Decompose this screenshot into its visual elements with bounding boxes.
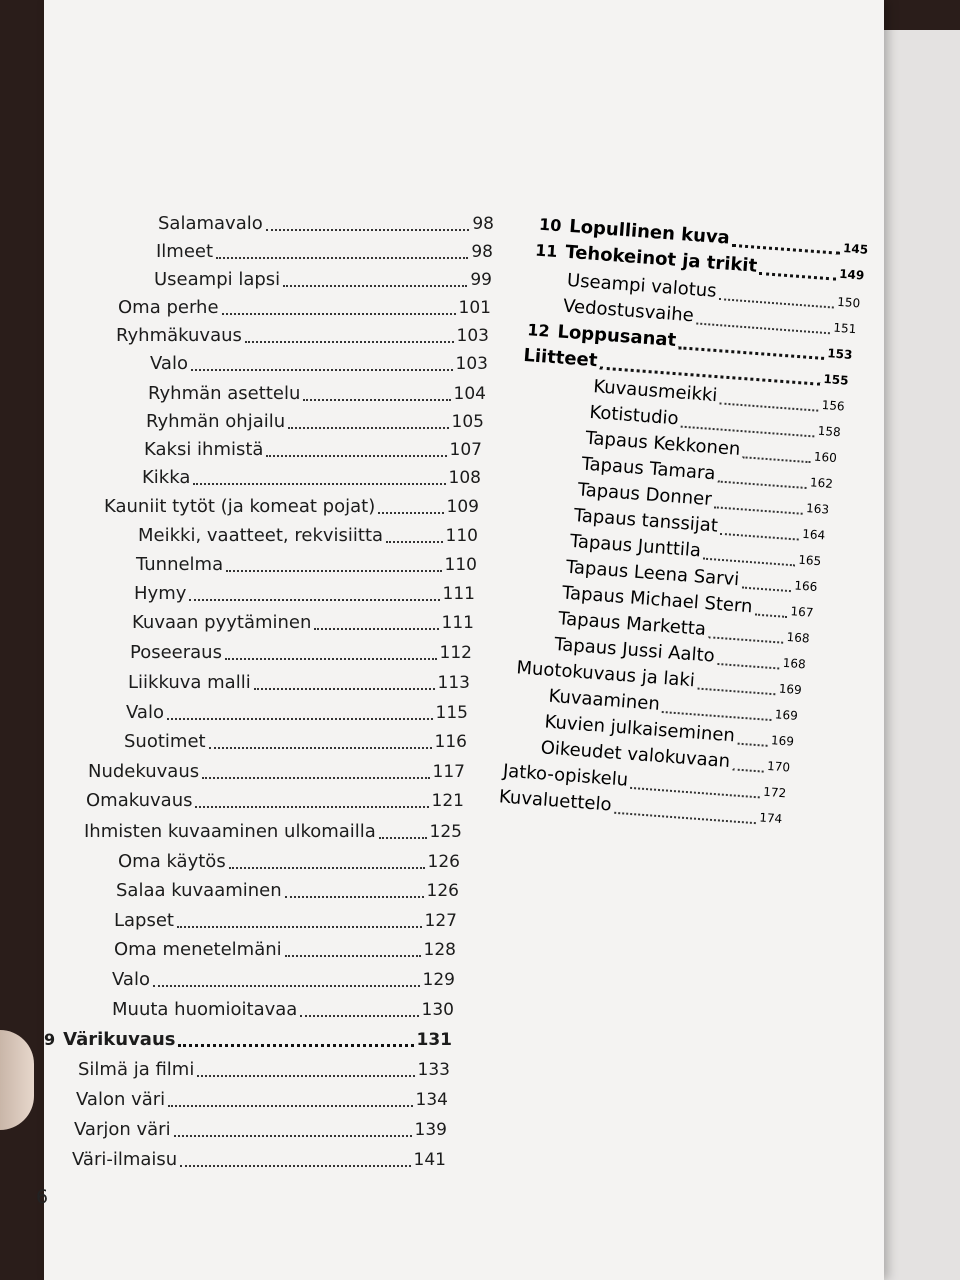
- toc-leader-dots: [177, 926, 422, 928]
- toc-entry: [126, 701, 468, 725]
- toc-entry-page: 115: [435, 703, 468, 723]
- toc-entry-label: Kuvien julkaiseminen: [543, 711, 736, 747]
- toc-entry-label: Suotimet: [124, 731, 206, 752]
- toc-entry-label: Tapaus Marketta: [557, 608, 707, 640]
- toc-leader-dots: [197, 1075, 414, 1077]
- toc-entry-page: 139: [414, 1120, 447, 1140]
- toc-entry-label: Oma perhe: [118, 297, 219, 318]
- toc-entry-label: Muotokuvaus ja laki: [515, 657, 696, 692]
- toc-leader-dots: [283, 285, 467, 287]
- toc-entry-label: Ryhmän asettelu: [148, 383, 301, 404]
- toc-entry-label: Tapaus tanssijat: [573, 505, 719, 537]
- toc-entry: [116, 879, 459, 903]
- toc-entry-label: Tapaus Jussi Aalto: [553, 633, 716, 667]
- toc-entry-page: 107: [449, 440, 482, 460]
- toc-entry-page: 99: [470, 270, 492, 290]
- toc-entry-page: 174: [758, 810, 783, 827]
- toc-entry-label: Valo: [126, 702, 164, 723]
- toc-entry: [132, 611, 474, 635]
- toc-entry: [136, 553, 477, 577]
- toc-entry-page: 169: [778, 681, 803, 698]
- toc-entry-page: 98: [471, 242, 493, 262]
- toc-chapter-number: 9: [44, 1030, 56, 1049]
- toc-entry: [72, 1148, 446, 1172]
- toc-entry: [150, 352, 488, 376]
- toc-entry-label: Omakuvaus: [86, 790, 193, 811]
- toc-entry-page: 149: [838, 266, 865, 283]
- toc-entry-label: Tapaus Junttila: [569, 530, 702, 562]
- toc-entry-page: 170: [766, 758, 791, 775]
- toc-leader-dots: [737, 743, 768, 747]
- toc-entry-page: 169: [774, 707, 799, 723]
- toc-entry-page: 164: [801, 526, 826, 543]
- toc-entry-label: Jatko-opiskelu: [502, 760, 629, 791]
- toc-entry-page: 126: [426, 881, 459, 901]
- toc-entry: [118, 850, 460, 874]
- toc-entry-label: Kikka: [142, 467, 191, 488]
- toc-leader-dots: [216, 257, 468, 259]
- toc-entry-page: 108: [448, 468, 481, 488]
- toc-entry: [156, 240, 493, 264]
- toc-entry-page: 128: [423, 940, 456, 960]
- toc-leader-dots: [168, 1105, 412, 1107]
- toc-chapter-entry: [44, 1028, 452, 1052]
- toc-entry: [128, 671, 470, 695]
- toc-entry-page: 172: [762, 784, 787, 801]
- toc-entry-page: 111: [441, 613, 474, 633]
- toc-entry-page: 168: [782, 655, 807, 672]
- toc-chapter-number: 11: [534, 240, 559, 262]
- toc-leader-dots: [717, 663, 779, 670]
- toc-entry-page: 110: [444, 555, 477, 575]
- toc-leader-dots: [386, 541, 442, 543]
- toc-entry: [124, 730, 467, 754]
- toc-entry-label: Tehokeinot ja trikit: [564, 241, 758, 277]
- toc-entry-label: Silmä ja filmi: [78, 1059, 195, 1080]
- toc-leader-dots: [314, 628, 438, 630]
- toc-entry: [114, 938, 456, 962]
- toc-entry: [144, 438, 482, 462]
- toc-entry: [112, 968, 455, 992]
- toc-leader-dots: [245, 341, 454, 343]
- toc-leader-dots: [266, 229, 470, 231]
- toc-entry-label: Varjon väri: [74, 1119, 171, 1140]
- toc-entry-label: Nudekuvaus: [88, 761, 200, 782]
- toc-entry: [148, 382, 486, 406]
- toc-entry: [138, 524, 478, 548]
- toc-entry-label: Lapset: [114, 910, 174, 931]
- toc-leader-dots: [285, 896, 424, 898]
- toc-entry-label: Salaa kuvaaminen: [116, 880, 282, 901]
- toc-leader-dots: [703, 558, 795, 567]
- toc-entry: [158, 212, 494, 236]
- toc-entry-label: Värikuvaus: [63, 1029, 176, 1050]
- toc-entry-page: 110: [445, 526, 478, 546]
- toc-entry-label: Tapaus Leena Sarvi: [565, 556, 740, 591]
- page-number: 6: [36, 1186, 49, 1208]
- toc-entry-page: 121: [431, 791, 464, 811]
- toc-leader-dots: [174, 1135, 412, 1137]
- toc-entry-label: Kotistudio: [588, 401, 680, 430]
- toc-leader-dots: [743, 456, 811, 463]
- toc-leader-dots: [303, 399, 450, 401]
- toc-entry-label: Tapaus Tamara: [580, 453, 717, 485]
- toc-entry-label: Kuvaaminen: [547, 685, 661, 715]
- toc-entry: [118, 296, 491, 320]
- toc-entry-page: 150: [836, 294, 861, 311]
- toc-entry: [112, 998, 454, 1022]
- toc-entry-label: Liikkuva malli: [128, 672, 251, 693]
- toc-entry: [130, 641, 472, 665]
- toc-leader-dots: [718, 480, 807, 489]
- toc-entry-page: 126: [427, 852, 460, 872]
- toc-leader-dots: [229, 867, 425, 869]
- toc-entry: [74, 1118, 447, 1142]
- toc-leader-dots: [714, 506, 803, 515]
- toc-leader-dots: [732, 768, 763, 772]
- toc-entry-label: Vedostusvaihe: [562, 295, 695, 327]
- toc-entry-label: Tunnelma: [136, 554, 224, 575]
- toc-entry-label: Kuvaan pyytäminen: [132, 612, 312, 633]
- toc-entry-page: 101: [458, 298, 491, 318]
- toc-entry-label: Tapaus Kekkonen: [584, 427, 742, 461]
- toc-entry-label: Valon väri: [76, 1089, 166, 1110]
- toc-entry-label: Ihmisten kuvaaminen ulkomailla: [84, 821, 376, 842]
- toc-leader-dots: [178, 1044, 413, 1047]
- toc-entry: [104, 495, 479, 519]
- toc-entry-label: Poseeraus: [130, 642, 222, 663]
- toc-entry-page: 133: [417, 1060, 450, 1080]
- toc-entry-label: Valo: [150, 353, 188, 374]
- toc-entry-page: 129: [422, 970, 455, 990]
- toc-entry-page: 104: [453, 384, 486, 404]
- toc-entry-page: 160: [813, 449, 838, 466]
- toc-entry: [114, 909, 457, 933]
- toc-entry-page: 168: [786, 629, 811, 646]
- toc-entry: [146, 410, 484, 434]
- toc-entry-page: 105: [451, 412, 484, 432]
- toc-entry-label: Tapaus Donner: [577, 479, 713, 511]
- toc-entry-page: 125: [429, 822, 462, 842]
- toc-entry-page: 103: [456, 326, 489, 346]
- toc-entry: [76, 1088, 448, 1112]
- toc-entry-page: 141: [413, 1150, 446, 1170]
- toc-leader-dots: [195, 806, 428, 808]
- toc-leader-dots: [720, 533, 799, 541]
- toc-entry-label: Oma menetelmäni: [114, 939, 282, 960]
- toc-entry-label: Useampi valotus: [566, 269, 718, 302]
- toc-entry-label: Ilmeet: [156, 241, 214, 262]
- toc-leader-dots: [222, 313, 456, 315]
- toc-chapter-number: 10: [538, 214, 563, 236]
- toc-entry-page: 103: [455, 354, 488, 374]
- toc-entry-page: 167: [790, 604, 814, 620]
- toc-leader-dots: [379, 837, 427, 839]
- toc-entry-label: Kuvaluettelo: [498, 786, 613, 816]
- toc-entry-page: 117: [432, 762, 465, 782]
- toc-entry-label: Liitteet: [522, 344, 599, 372]
- toc-entry-page: 109: [446, 497, 479, 517]
- toc-leader-dots: [378, 512, 443, 514]
- toc-entry-page: 145: [842, 241, 869, 257]
- toc-entry-page: 165: [797, 552, 822, 569]
- toc-entry: [84, 820, 462, 844]
- toc-leader-dots: [189, 599, 439, 601]
- toc-entry: [154, 268, 492, 292]
- toc-entry-page: 153: [826, 346, 853, 362]
- toc-entry-label: Muuta huomioitavaa: [112, 999, 298, 1020]
- toc-entry-page: 127: [424, 911, 457, 931]
- toc-entry-label: Meikki, vaatteet, rekvisiitta: [138, 525, 384, 546]
- toc-entry: [78, 1058, 450, 1082]
- toc-leader-dots: [708, 636, 783, 643]
- toc-entry-label: Salamavalo: [158, 213, 263, 234]
- toc-leader-dots: [742, 587, 792, 593]
- toc-leader-dots: [285, 955, 421, 957]
- toc-leader-dots: [167, 718, 433, 720]
- toc-entry-label: Kuvausmeikki: [592, 376, 719, 407]
- toc-entry: [142, 466, 481, 490]
- toc-leader-dots: [225, 658, 437, 660]
- toc-leader-dots: [254, 688, 435, 690]
- toc-entry-page: 131: [416, 1030, 452, 1050]
- toc-leader-dots: [697, 688, 775, 696]
- toc-entry-label: Loppusanat: [556, 321, 677, 352]
- toc-leader-dots: [209, 747, 432, 749]
- toc-entry-page: 166: [793, 578, 818, 595]
- toc-entry-label: Oma käytös: [118, 851, 226, 872]
- toc-entry-label: Valo: [112, 969, 150, 990]
- toc-leader-dots: [153, 985, 420, 987]
- toc-entry-label: Väri-ilmaisu: [72, 1149, 178, 1170]
- toc-entry-label: Hymy: [134, 583, 187, 604]
- toc-entry-page: 134: [415, 1090, 448, 1110]
- toc-entry: [134, 582, 475, 606]
- toc-entry-page: 155: [822, 371, 850, 388]
- toc-entry: [116, 324, 489, 348]
- toc-leader-dots: [180, 1165, 410, 1167]
- toc-entry: [88, 760, 465, 784]
- toc-entry-page: 158: [817, 423, 842, 440]
- toc-entry-page: 116: [434, 732, 467, 752]
- toc-leader-dots: [191, 369, 453, 371]
- toc-entry-label: Ryhmäkuvaus: [116, 325, 242, 346]
- toc-leader-dots: [759, 272, 835, 281]
- toc-entry-label: Kaksi ihmistä: [144, 439, 264, 460]
- toc-entry-page: 162: [809, 475, 834, 491]
- toc-entry-page: 111: [442, 584, 475, 604]
- toc-entry-page: 163: [805, 501, 830, 517]
- toc-entry-page: 151: [832, 320, 857, 337]
- toc-entry-label: Lopullinen kuva: [568, 215, 731, 249]
- toc-leader-dots: [193, 483, 445, 485]
- toc-entry-page: 98: [472, 214, 494, 234]
- toc-entry-page: 169: [770, 733, 795, 749]
- toc-leader-dots: [266, 455, 446, 457]
- toc-entry-label: Oikeudet valokuvaan: [540, 737, 731, 773]
- toc-entry-page: 113: [437, 673, 470, 693]
- toc-entry-page: 112: [439, 643, 472, 663]
- toc-leader-dots: [755, 614, 787, 618]
- toc-entry-label: Ryhmän ohjailu: [146, 411, 286, 432]
- toc-leader-dots: [720, 402, 819, 411]
- toc-leader-dots: [614, 812, 756, 824]
- toc-entry-label: Useampi lapsi: [154, 269, 281, 290]
- toc-entry: [86, 789, 464, 813]
- toc-entry-label: Tapaus Michael Stern: [561, 582, 754, 618]
- toc-entry-page: 156: [821, 397, 846, 414]
- toc-leader-dots: [288, 427, 448, 429]
- toc-chapter-number: 12: [526, 320, 551, 341]
- toc-leader-dots: [202, 777, 429, 779]
- toc-leader-dots: [300, 1015, 418, 1017]
- toc-entry-label: Kauniit tytöt (ja komeat pojat): [104, 496, 376, 517]
- toc-right-column: [482, 212, 909, 898]
- toc-entry-page: 130: [421, 1000, 454, 1020]
- toc-leader-dots: [226, 570, 441, 572]
